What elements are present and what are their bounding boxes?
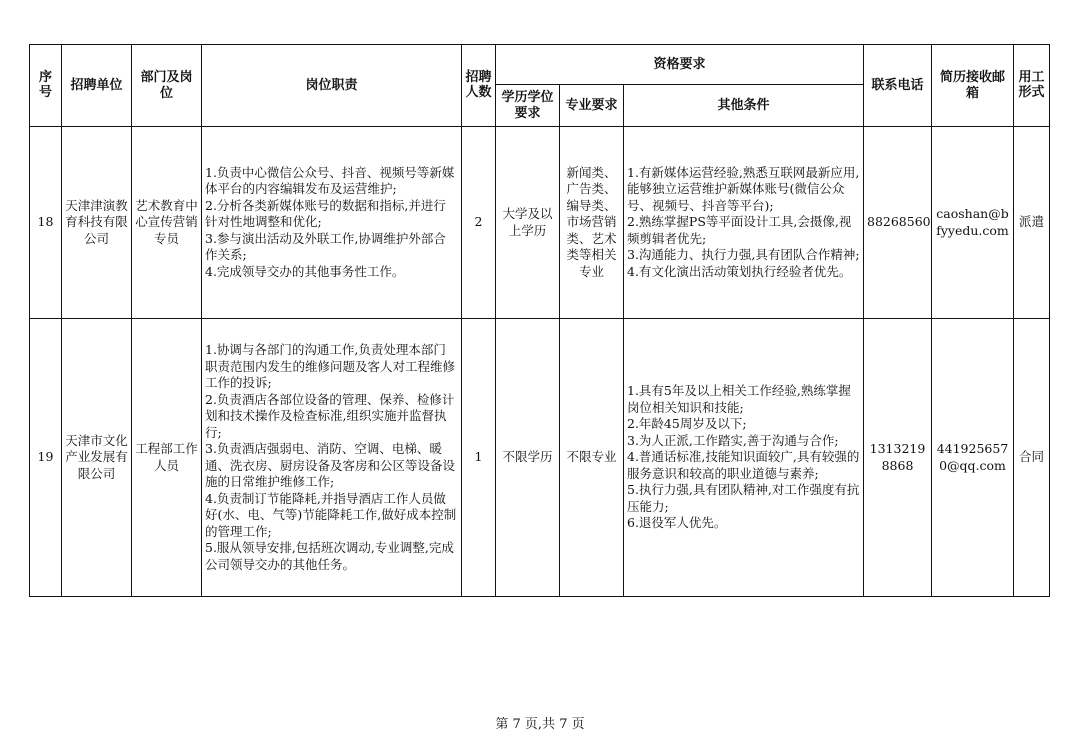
- recruitment-table: [29, 44, 1050, 597]
- row-phone: 13132198868: [864, 319, 932, 597]
- row-dept: 艺术教育中心宣传营销专员: [132, 127, 202, 319]
- row-major: 不限专业: [560, 319, 624, 597]
- header-qualification: 资格要求: [496, 45, 864, 85]
- header-phone: 联系电话: [864, 45, 932, 127]
- table-row: [30, 127, 1050, 319]
- header-email: 简历接收邮箱: [932, 45, 1014, 127]
- row-count: 1: [462, 319, 496, 597]
- row-seq: 18: [30, 127, 62, 319]
- row-phone: 88268560: [864, 127, 932, 319]
- table-row: [30, 319, 1050, 597]
- row-other: 1.具有5年及以上相关工作经验,熟练掌握岗位相关知识和技能; 2.年龄45周岁及以下; 3.为人正派,工作踏实,善于沟通与合作; 4.普通话标准,技能知识面较广,具有较强的服务意识和较高的职业道德与素养; 5.执行力强,具有团队精神,对工作强度有抗压能力; 6.退役军人优先。: [624, 319, 864, 597]
- row-count: 2: [462, 127, 496, 319]
- row-unit: 天津市文化产业发展有限公司: [62, 319, 132, 597]
- row-edu: 大学及以上学历: [496, 127, 560, 319]
- row-employment: 派遣: [1014, 127, 1050, 319]
- header-employment: 用工形式: [1014, 45, 1050, 127]
- row-duty: 1.协调与各部门的沟通工作,负责处理本部门职责范围内发生的维修问题及客人对工程维修工作的投诉; 2.负责酒店各部位设备的管理、保养、检修计划和技术操作及检查标准,组织实施并监督执行; 3.负责酒店强弱电、消防、空调、电梯、暖通、洗衣房、厨房设备及客房和公区等设备设施的日常维护维修工作; 4.负责制订节能降耗,并指导酒店工作人员做好(水、电、气等)节能降耗工作,做好成本控制的管理工作; 5.服从领导安排,包括班次调动,专业调整,完成公司领导交办的其他任务。: [202, 319, 462, 597]
- page-footer: 第 7 页,共 7 页: [495, 717, 585, 732]
- row-employment: 合同: [1014, 319, 1050, 597]
- header-count: 招聘人数: [462, 45, 496, 127]
- header-unit: 招聘单位: [62, 45, 132, 127]
- row-edu: 不限学历: [496, 319, 560, 597]
- header-other: 其他条件: [624, 85, 864, 127]
- row-dept: 工程部工作人员: [132, 319, 202, 597]
- header-duty: 岗位职责: [202, 45, 462, 127]
- row-email: 4419256570@qq.com: [932, 319, 1014, 597]
- header-seq: 序号: [30, 45, 62, 127]
- header-edu: 学历学位要求: [496, 85, 560, 127]
- row-unit: 天津津演教育科技有限公司: [62, 127, 132, 319]
- header-row-1: [30, 45, 1050, 85]
- row-duty: 1.负责中心微信公众号、抖音、视频号等新媒体平台的内容编辑发布及运营维护; 2.分析各类新媒体账号的数据和指标,并进行针对性地调整和优化; 3.参与演出活动及外联工作,协调维护外部合作关系; 4.完成领导交办的其他事务性工作。: [202, 127, 462, 319]
- header-major: 专业要求: [560, 85, 624, 127]
- row-major: 新闻类、广告类、编导类、市场营销类、艺术类等相关专业: [560, 127, 624, 319]
- header-dept: 部门及岗位: [132, 45, 202, 127]
- row-other: 1.有新媒体运营经验,熟悉互联网最新应用,能够独立运营维护新媒体账号(微信公众号、视频号、抖音等平台); 2.熟练掌握PS等平面设计工具,会摄像,视频剪辑者优先; 3.沟通能力、执行力强,具有团队合作精神; 4.有文化演出活动策划执行经验者优先。: [624, 127, 864, 319]
- row-seq: 19: [30, 319, 62, 597]
- row-email: caoshan@bfyyedu.com: [932, 127, 1014, 319]
